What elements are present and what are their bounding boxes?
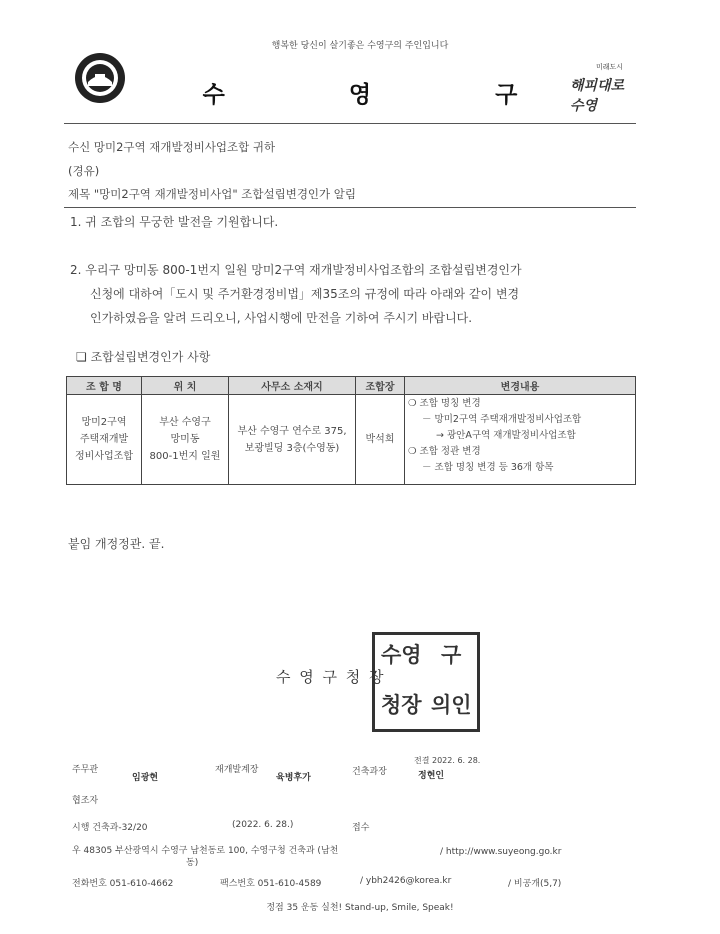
change-item: → 광안A구역 재개발정비사업조합: [436, 430, 576, 441]
address-continued: 동): [186, 858, 199, 868]
name-director: 정현인: [418, 771, 445, 781]
name-team-leader: 육병후가: [276, 773, 311, 783]
paragraph-1: 1. 귀 조합의 무궁한 발전을 기원합니다.: [70, 215, 279, 229]
seal-glyph: 수영: [381, 643, 422, 667]
approval-table: [66, 376, 636, 485]
brand-name: 해피대로 수영: [570, 78, 625, 114]
fax-number: 팩스번호 051-610-4589: [220, 879, 322, 889]
subject-line: 제목 "망미2구역 재개발정비사업" 조합설립변경인가 알림: [68, 187, 357, 201]
union-name-line: 망미2구역: [81, 417, 127, 428]
seal-glyph: 구: [441, 643, 462, 667]
attachment-line: 붙임 개정정관. 끝.: [68, 537, 165, 551]
paragraph-2-line-1: 2. 우리구 망미동 800-1번지 일원 망미2구역 재개발정비사업조합의 조합설립변경인가: [70, 263, 522, 277]
cell-changes: [405, 395, 636, 485]
change-item: ❍ 조합 명칭 변경: [408, 398, 481, 409]
header-location: 위 치: [142, 377, 229, 395]
paragraph-2-line-3: 인가하였음을 알려 드리오니, 사업시행에 만전을 기하여 주시기 바랍니다.: [90, 311, 473, 325]
phone-number: 전화번호 051-610-4662: [72, 879, 174, 889]
brand-logo: [562, 58, 642, 114]
change-item: － 조합 명칭 변경 등 36개 항목: [422, 462, 554, 473]
table-header-row: [67, 377, 636, 395]
role-team-leader: 재개발계장: [215, 765, 259, 775]
header-divider: [64, 123, 636, 124]
brand-tag: 미래도시: [596, 63, 624, 71]
homepage-link[interactable]: / http://www.suyeong.go.kr: [440, 847, 562, 857]
location-line: 부산 수영구: [159, 417, 211, 428]
page-title: 수 영 구: [202, 82, 576, 108]
change-item: ❍ 조합 정관 변경: [408, 446, 481, 457]
cell-union-name: [67, 395, 142, 485]
name-officer: 임광현: [132, 773, 159, 783]
via-line: (경유): [68, 164, 100, 178]
seal-glyph: 청장: [381, 693, 422, 717]
table-row: [67, 395, 636, 485]
role-director: 건축과장: [352, 767, 387, 777]
cell-office: [229, 395, 356, 485]
official-seal: [372, 632, 480, 732]
change-item: － 망미2구역 주택재개발정비사업조합: [422, 414, 582, 425]
header-changes: 변경내용: [405, 377, 636, 395]
header-office: 사무소 소재지: [229, 377, 356, 395]
location-line: 800-1번지 일원: [149, 451, 221, 462]
cooperator-label: 협조자: [72, 796, 99, 806]
address-line: 우 48305 부산광역시 수영구 남천동로 100, 수영구청 건축과 (남천: [72, 846, 339, 856]
cell-chief: 박석희: [356, 395, 405, 485]
office-line: 보광빌딩 3층(수영동): [244, 442, 340, 454]
recipient-line: 수신 망미2구역 재개발정비사업조합 귀하: [68, 140, 276, 154]
section-title: ❏ 조합설립변경인가 사항: [76, 350, 211, 364]
motto: 정점 35 운동 실천! Stand-up, Smile, Speak!: [266, 903, 454, 913]
header-chief: 조합장: [356, 377, 405, 395]
paragraph-2-line-2: 신청에 대하여「도시 및 주거환경정비법」제35조의 규정에 따라 아래와 같이 변경: [90, 287, 520, 301]
document-number: 시행 건축과-32/20: [72, 823, 148, 833]
header-name: 조 합 명: [67, 377, 142, 395]
email-address[interactable]: / ybh2426@korea.kr: [360, 876, 452, 886]
receipt-label: 접수: [352, 823, 370, 833]
slogan: 행복한 당신이 살기좋은 수영구의 주인입니다: [271, 41, 449, 51]
cell-location: [142, 395, 229, 485]
director-date: 전결 2022. 6. 28.: [414, 756, 481, 765]
subject-divider: [64, 207, 636, 208]
union-name-line: 정비사업조합: [75, 451, 133, 462]
disclosure-status: / 비공개(5,7): [508, 879, 562, 889]
seal-glyph: 의인: [431, 693, 472, 717]
role-officer: 주무관: [72, 765, 99, 775]
office-line: 부산 수영구 연수로 375,: [237, 425, 347, 437]
location-line: 망미동: [170, 434, 200, 445]
union-name-line: 주택재개발: [79, 434, 129, 445]
signatory: 수 영 구 청 장: [276, 668, 386, 686]
document-date: (2022. 6. 28.): [232, 820, 294, 830]
